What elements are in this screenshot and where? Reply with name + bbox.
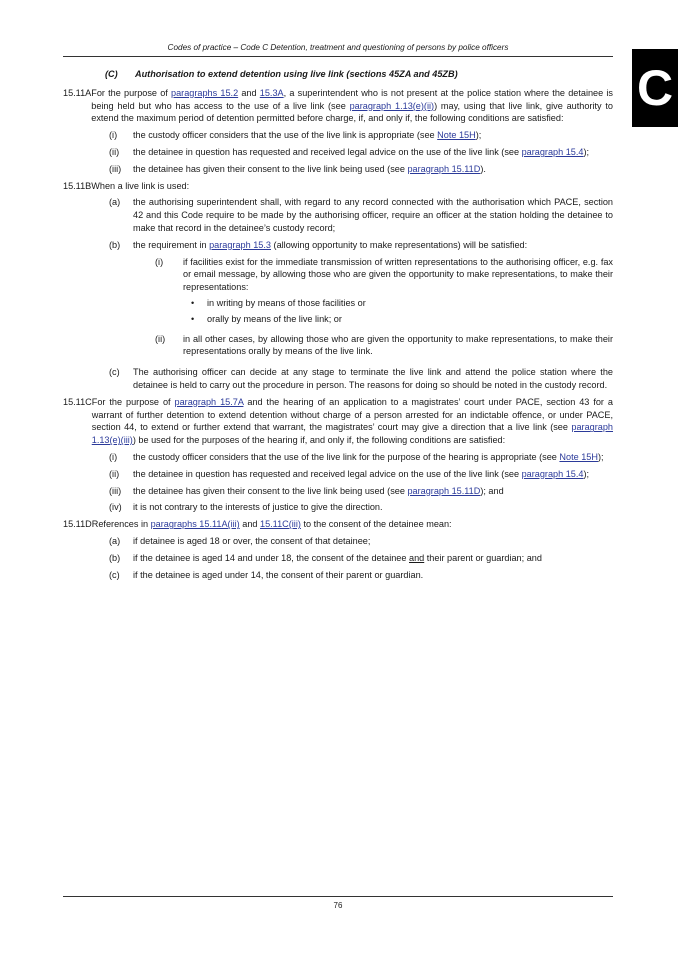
running-header: Codes of practice – Code C Detention, treatment and questioning of persons by police officers [167, 43, 509, 52]
text-run: ). [480, 163, 486, 174]
cross-reference-link[interactable]: paragraph 15.7A [174, 396, 244, 407]
list-item-text: if the detainee is aged under 14, the consent of their parent or guardian. [133, 569, 424, 580]
text-run: (allowing opportunity to make representations) will be satisfied: [271, 239, 528, 250]
text-run: to the consent of the detainee mean: [300, 519, 452, 530]
sub-list-item-label: (ii) [155, 333, 166, 344]
text-run: ); [475, 130, 482, 141]
list-item-label: (a) [109, 535, 121, 546]
sub-list-item [155, 256, 613, 329]
list-item [109, 196, 613, 234]
list-item-text [133, 239, 613, 362]
list-item-text: The authorising officer can decide at any stage to terminate the live link and attend the police station where the detainee is held to carry out the procedure in person. The reasons for doing so should be noted in the custody record. [133, 367, 613, 390]
list-item [109, 366, 613, 392]
list-item-text: the authorising superintendent shall, with regard to any record connected with the authorisation which PACE, section 42 and this Code require to be made by the authorising officer, require an officer at the station holding the detainee to make that record in the detainee’s custody record; [133, 197, 613, 233]
list-item-label: (iv) [109, 502, 122, 513]
text-run: ) may, using that live link, give authority to extend the maximum period of detention permitted before charge, if, and only if, the following conditions are satisfied: [91, 100, 614, 124]
sub-list-item [155, 333, 613, 359]
cross-reference-link[interactable]: paragraph 15.11D [407, 163, 481, 174]
text-run: their parent or guardian; and [424, 552, 542, 563]
paragraph-15-11D [63, 518, 613, 531]
list-item [109, 163, 613, 176]
list-item [109, 501, 613, 514]
text-run: ); [583, 146, 590, 157]
text-run: if the detainee is aged 14 and under 18, the consent of the detainee [133, 552, 409, 563]
list-item [109, 451, 613, 464]
text-run: the detainee has given their consent to the live link being used (see [133, 485, 408, 496]
bullet-icon: • [191, 297, 195, 308]
list-item-text: if detainee is aged 18 or over, the consent of that detainee; [133, 535, 371, 546]
paragraph-15-11B [63, 180, 613, 193]
list-item-label: (i) [109, 451, 118, 462]
footer-rule [63, 896, 613, 897]
list-item-text [133, 552, 613, 565]
cross-reference-link[interactable]: 15.3A [259, 87, 284, 98]
text-run: the requirement in [133, 239, 210, 250]
cross-reference-link[interactable]: Note 15H [559, 451, 598, 462]
section-heading [105, 68, 613, 81]
bullet-item [191, 297, 613, 310]
text-run: , a superintendent who is not present at the police station where the detainee is being held but who has access to the use of a live link (see [91, 87, 613, 111]
list-item-label: (b) [109, 239, 121, 250]
section-tab: C [632, 49, 678, 127]
underlined-text: and [409, 552, 425, 563]
cross-reference-link[interactable]: paragraph 15.3 [209, 239, 271, 250]
text-run: and [238, 87, 260, 98]
list-item-label: (b) [109, 552, 121, 563]
cross-reference-link[interactable]: paragraphs 15.11A(iii) [150, 519, 240, 530]
cross-reference-link[interactable]: paragraph 15.11D [407, 485, 481, 496]
sub-list-item-paragraph: if facilities exist for the immediate transmission of written representations to the authorising officer, e.g. fax or email message, by allowing those who are given the opportunity to make representations, to make their representations: [183, 256, 613, 293]
list-item [109, 569, 613, 582]
list-item [109, 485, 613, 498]
bullet-item [191, 313, 613, 326]
list-item [109, 535, 613, 548]
section-heading-text: Authorisation to extend detention using live link (sections 45ZA and 45ZB) [135, 69, 458, 79]
cross-reference-link[interactable]: 15.11C(iii) [260, 519, 301, 530]
text-run: References in [91, 519, 151, 530]
cross-reference-link[interactable]: paragraph 1.13(e)(iii) [91, 422, 613, 446]
paragraph-15-11C [63, 396, 613, 447]
bullet-text: orally by means of the live link; or [207, 313, 342, 324]
paragraph-number: 15.11A [63, 87, 92, 98]
paragraph-15-11A [63, 87, 613, 125]
list-item-text [133, 146, 613, 159]
list-item-label: (i) [109, 130, 118, 141]
cross-reference-link[interactable]: paragraph 15.4 [521, 468, 584, 479]
list-item-text [133, 485, 613, 498]
text-run: ); [597, 451, 604, 462]
sub-list-item-text: in all other cases, by allowing those who are given the opportunity to make representations, to make their representations orally by means of the live link. [183, 333, 613, 357]
cross-reference-link[interactable]: paragraph 15.4 [521, 146, 584, 157]
list-item [109, 129, 613, 142]
text-run: the detainee in question has requested and received legal advice on the use of the live link (see [133, 146, 522, 157]
text-run: and the hearing of an application to a magistrates’ court under PACE, section 43 for a warrant of further detention to extend detention without charge of a person arrested for an indictable offence, or under PACE, section 44, to extend or further extend that warrant, the magistrates’ court may give a direction that a live link (see [91, 396, 613, 433]
list-item-label: (iii) [109, 485, 122, 496]
cross-reference-link[interactable]: Note 15H [437, 130, 476, 141]
sub-list-item-text [183, 256, 613, 329]
text-run: ) be used for the purposes of the hearing if, and only if, the following conditions are satisfied: [132, 435, 506, 446]
page-content [63, 68, 613, 585]
paragraph-text [91, 87, 613, 125]
paragraph-number: 15.11D [63, 519, 92, 530]
paragraph-number: 15.11B [63, 180, 92, 191]
list-item-label: (c) [109, 569, 120, 580]
bullet-text: in writing by means of those facilities or [207, 297, 366, 308]
list-item-label: (ii) [109, 468, 120, 479]
header-rule [63, 56, 613, 57]
bullet-icon: • [191, 313, 195, 324]
text-run: the custody officer considers that the use of the live link for the purpose of the hearing is appropriate (see [133, 451, 560, 462]
list-item-text: it is not contrary to the interests of justice to give the direction. [133, 502, 383, 513]
text-run: For the purpose of [91, 396, 175, 407]
text-run: ); and [480, 485, 504, 496]
paragraph-number: 15.11C [63, 396, 92, 407]
paragraph-text [92, 396, 613, 447]
list-item-label: (a) [109, 197, 121, 208]
list-item-label: (c) [109, 367, 120, 378]
cross-reference-link[interactable]: paragraphs 15.2 [171, 87, 239, 98]
list-item [109, 468, 613, 481]
sub-list-item-label: (i) [155, 256, 164, 267]
list-item-intro [133, 239, 613, 252]
text-run: the detainee has given their consent to the live link being used (see [133, 163, 408, 174]
list-item [109, 552, 613, 565]
page-number: 76 [333, 901, 343, 910]
text-run: the detainee in question has requested and received legal advice on the use of the live link (see [133, 468, 522, 479]
list-item-text [133, 451, 613, 464]
text-run: For the purpose of [91, 87, 172, 98]
list-item [109, 239, 613, 362]
list-item-label: (iii) [109, 163, 122, 174]
text-run: the custody officer considers that the use of the live link is appropriate (see [133, 130, 438, 141]
paragraph-text: When a live link is used: [91, 180, 190, 191]
text-run: and [239, 519, 260, 530]
section-heading-label: (C) [105, 69, 118, 79]
text-run: ); [583, 468, 590, 479]
list-item-text [133, 163, 613, 176]
list-item-text [133, 468, 613, 481]
cross-reference-link[interactable]: paragraph 1.13(e)(ii) [349, 100, 435, 111]
list-item-text [133, 129, 613, 142]
list-item-label: (ii) [109, 146, 120, 157]
list-item [109, 146, 613, 159]
paragraph-text [92, 518, 613, 531]
